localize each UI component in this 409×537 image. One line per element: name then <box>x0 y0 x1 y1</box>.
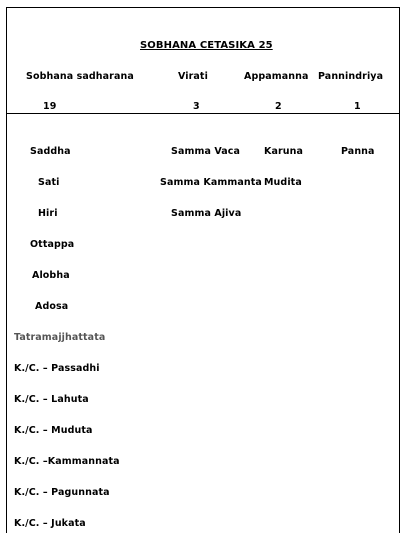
list-item: K./C. – Pagunnata <box>14 487 110 498</box>
header-pannindriya: Pannindriya <box>318 71 384 82</box>
list-item: Samma Kammanta <box>160 177 262 188</box>
list-item: K./C. – Jukata <box>14 518 86 529</box>
header-divider <box>6 113 400 114</box>
list-item: K./C. – Lahuta <box>14 394 89 405</box>
list-item: Adosa <box>35 301 69 312</box>
count-appamanna: 2 <box>275 101 282 112</box>
count-virati: 3 <box>193 101 200 112</box>
list-item: K./C. – Passadhi <box>14 363 100 374</box>
list-item: Panna <box>341 146 375 157</box>
list-item: Saddha <box>30 146 71 157</box>
list-item: Samma Ajiva <box>171 208 242 219</box>
count-sobhana-sadharana: 19 <box>43 101 57 112</box>
header-appamanna: Appamanna <box>244 71 309 82</box>
list-item: Hiri <box>38 208 58 219</box>
header-virati: Virati <box>178 71 208 82</box>
list-item: Karuna <box>264 146 303 157</box>
header-sobhana-sadharana: Sobhana sadharana <box>26 71 134 82</box>
list-item: Mudita <box>264 177 302 188</box>
list-item: K./C. –Kammannata <box>14 456 120 467</box>
list-item: Ottappa <box>30 239 75 250</box>
count-pannindriya: 1 <box>354 101 361 112</box>
list-item: Sati <box>38 177 60 188</box>
list-item: K./C. – Muduta <box>14 425 93 436</box>
list-item: Tatramajjhattata <box>14 332 106 343</box>
list-item: Samma Vaca <box>171 146 241 157</box>
list-item: Alobha <box>32 270 70 281</box>
page-title: SOBHANA CETASIKA 25 <box>140 40 273 51</box>
